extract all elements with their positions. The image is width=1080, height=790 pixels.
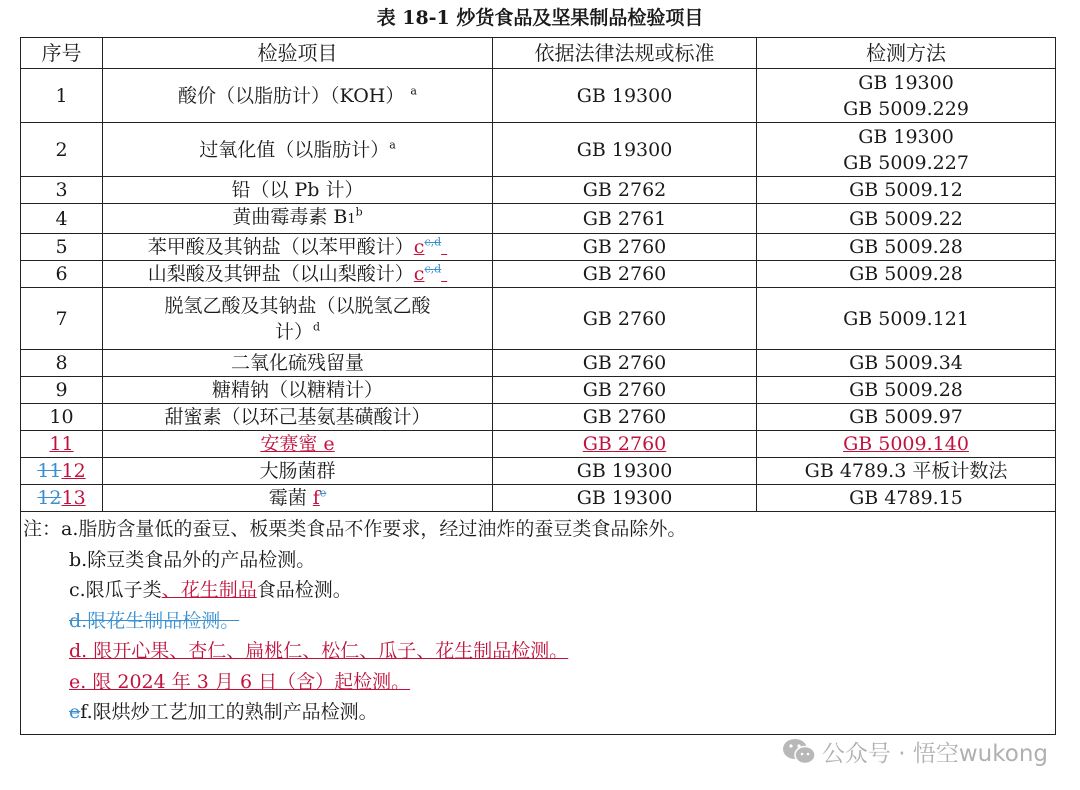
row-no: 5 xyxy=(21,234,103,261)
table-row xyxy=(21,350,1056,377)
note-c: c.限瓜子类、花生制品食品检测。 xyxy=(69,579,352,601)
row-no: 2 xyxy=(21,123,103,177)
row-law: GB 2760 xyxy=(493,350,757,377)
table-row xyxy=(21,123,1056,177)
row-law: GB 2760 xyxy=(493,261,757,288)
row-method: GB 5009.22 xyxy=(757,204,1056,234)
note-d-new: d. 限开心果、杏仁、扁桃仁、松仁、瓜子、花生制品检测。 xyxy=(69,640,569,662)
row-law: GB 2760 xyxy=(493,404,757,431)
note-f: ef.限烘炒工艺加工的熟制产品检测。 xyxy=(69,701,378,723)
row-item: 脱氢乙酸及其钠盐（以脱氢乙酸 计）$^d$ xyxy=(103,288,493,350)
row-no: 4 xyxy=(21,204,103,234)
row-item: 二氧化硫残留量 xyxy=(103,350,493,377)
table-row xyxy=(21,485,1056,512)
row-item: 酸价（以脂肪计）（KOH） $^a$ xyxy=(103,69,493,123)
watermark xyxy=(782,735,1048,768)
row-no: 11 xyxy=(21,431,103,458)
row-law: GB 2760 xyxy=(493,288,757,350)
notes-cell xyxy=(21,512,1056,735)
note-e-new: e. 限 2024 年 3 月 6 日（含）起检测。 xyxy=(69,670,411,693)
row-no: 9 xyxy=(21,377,103,404)
header-no: 序号 xyxy=(21,38,103,69)
row-item: 大肠菌群 xyxy=(103,458,493,485)
row-method: GB 19300 GB 5009.229 xyxy=(757,69,1056,123)
row-law: GB 19300 xyxy=(493,69,757,123)
table-row xyxy=(21,234,1056,261)
row-item: 过氧化值（以脂肪计）$^a$ xyxy=(103,123,493,177)
row-method: GB 19300 GB 5009.227 xyxy=(757,123,1056,177)
row-law: GB 19300 xyxy=(493,123,757,177)
inspection-table xyxy=(20,37,1056,735)
row-item: 黄曲霉毒素 B1$^b$ xyxy=(103,204,493,234)
row-item: 苯甲酸及其钠盐（以苯甲酸计）$c^{c,d}$ xyxy=(103,234,493,261)
table-row xyxy=(21,261,1056,288)
row-no: 8 xyxy=(21,350,103,377)
table-header-row xyxy=(21,38,1056,69)
row-law: GB 2761 xyxy=(493,204,757,234)
row-item: 山梨酸及其钾盐（以山梨酸计）$c^{c,d}$ xyxy=(103,261,493,288)
note-a: 注：a.脂肪含量低的蚕豆、板栗类食品不作要求，经过油炸的蚕豆类食品除外。 xyxy=(23,518,687,540)
row-law: GB 2760 xyxy=(493,431,757,458)
row-method: GB 5009.140 xyxy=(757,431,1056,458)
header-item: 检验项目 xyxy=(103,38,493,69)
row-method: GB 4789.3 平板计数法 xyxy=(757,458,1056,485)
row-no: 10 xyxy=(21,404,103,431)
row-law: GB 2762 xyxy=(493,177,757,204)
header-method: 检测方法 xyxy=(757,38,1056,69)
row-no: 1 xyxy=(21,69,103,123)
row-method: GB 5009.121 xyxy=(757,288,1056,350)
note-d-deleted: d.限花生制品检测。 xyxy=(69,609,240,632)
row-no: 1112 xyxy=(21,458,103,485)
row-item: 霉菌 $f^e$ xyxy=(103,485,493,512)
note-b: b.除豆类食品外的产品检测。 xyxy=(69,548,316,571)
row-method: GB 4789.15 xyxy=(757,485,1056,512)
table-row xyxy=(21,204,1056,234)
row-law: GB 19300 xyxy=(493,458,757,485)
row-item: 糖精钠（以糖精计） xyxy=(103,377,493,404)
row-method: GB 5009.97 xyxy=(757,404,1056,431)
notes-row xyxy=(21,512,1056,735)
row-item: 安赛蜜 e xyxy=(103,431,493,458)
row-law: GB 2760 xyxy=(493,377,757,404)
header-law: 依据法律法规或标准 xyxy=(493,38,757,69)
table-row xyxy=(21,377,1056,404)
row-no: 6 xyxy=(21,261,103,288)
table-row xyxy=(21,404,1056,431)
table-row xyxy=(21,177,1056,204)
row-method: GB 5009.28 xyxy=(757,234,1056,261)
row-method: GB 5009.12 xyxy=(757,177,1056,204)
wechat-icon xyxy=(782,738,816,766)
row-no: 7 xyxy=(21,288,103,350)
watermark-text: 公众号 · 悟空wukong xyxy=(821,741,1048,767)
row-no: 3 xyxy=(21,177,103,204)
table-row xyxy=(21,69,1056,123)
table-row xyxy=(21,458,1056,485)
row-law: GB 19300 xyxy=(493,485,757,512)
row-method: GB 5009.28 xyxy=(757,377,1056,404)
row-method: GB 5009.34 xyxy=(757,350,1056,377)
table-row xyxy=(21,288,1056,350)
row-item: 甜蜜素（以环己基氨基磺酸计） xyxy=(103,404,493,431)
row-no: 1213 xyxy=(21,485,103,512)
row-item: 铅（以 Pb 计） xyxy=(103,177,493,204)
table-title: 表 18-1 炒货食品及坚果制品检验项目 xyxy=(376,7,704,29)
table-row-inserted xyxy=(21,431,1056,458)
row-method: GB 5009.28 xyxy=(757,261,1056,288)
row-law: GB 2760 xyxy=(493,234,757,261)
